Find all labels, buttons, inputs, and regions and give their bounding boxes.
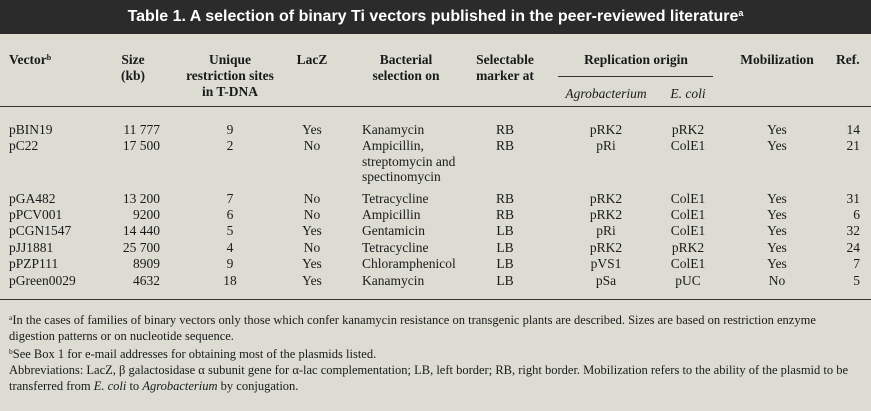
cell-agrobacterium-origin: pSa [595,273,617,288]
cell-selectable-marker: LB [496,223,514,238]
header-replication-origin: Replication origin [584,52,688,67]
cell-size: 25 700 [122,240,160,255]
cell-selectable-marker: LB [496,256,514,271]
cell-ref: 6 [853,207,860,222]
cell-mobilization: Yes [767,138,787,153]
header-restriction-sites: Unique restriction sites in T-DNA [186,52,274,99]
cell-size: 9200 [133,207,160,222]
title-footnote-marker: a [738,8,744,18]
cell-vector: pGreen0029 [9,273,76,288]
header-mobilization: Mobilization [740,52,814,67]
cell-mobilization: Yes [767,207,787,222]
cell-vector: pGA482 [9,191,56,206]
cell-bacterial-selection: Kanamycin [362,273,425,288]
cell-size: 17 500 [122,138,160,153]
footnote-a: $^a$In the cases of families of binary vectors only those which confer kanamycin resistance on transgenic plants are described. Sizes are based on restriction enzyme digestion patterns or on nucleotide sequence. [9,313,816,343]
cell-ref: 14 [846,122,860,137]
cell-mobilization: Yes [767,122,787,137]
cell-ref: 32 [846,223,860,238]
header-bacterial-selection: Bacterial selection on [372,52,440,83]
cell-ref: 5 [853,273,860,288]
cell-vector: pCGN1547 [9,223,72,238]
cell-restriction-sites: 2 [226,138,234,153]
cell-vector: pPCV001 [9,207,63,222]
cell-ref: 7 [853,256,860,271]
cell-agrobacterium-origin: pRK2 [589,207,623,222]
cell-agrobacterium-origin: pRi [596,223,616,238]
cell-size: 14 440 [122,223,160,238]
cell-mobilization: Yes [767,191,787,206]
cell-restriction-sites: 7 [226,191,234,206]
replication-origin-rule [558,76,713,77]
cell-ecoli-origin: pRK2 [671,122,705,137]
header-ref: Ref. [836,52,860,67]
cell-lacz: Yes [302,122,322,137]
cell-selectable-marker: RB [495,207,514,222]
cell-ecoli-origin: ColE1 [670,223,706,238]
header-lacz: LacZ [296,52,328,67]
header-size: Size (kb) [120,52,145,83]
header-agrobacterium: Agrobacterium [565,86,647,101]
cell-bacterial-selection: Ampicillin, streptomycin and spectinomycin [362,138,456,184]
cell-lacz: No [303,240,321,255]
cell-lacz: No [303,191,321,206]
cell-bacterial-selection: Gentamicin [362,223,425,238]
cell-selectable-marker: RB [495,138,514,153]
cell-ecoli-origin: ColE1 [670,138,706,153]
cell-size: 8909 [133,256,160,271]
cell-mobilization: Yes [767,223,787,238]
cell-vector: pBIN19 [9,122,53,137]
cell-bacterial-selection: Tetracycline [362,191,429,206]
cell-restriction-sites: 5 [226,223,234,238]
cell-agrobacterium-origin: pVS1 [590,256,622,271]
cell-selectable-marker: RB [495,191,514,206]
cell-agrobacterium-origin: pRK2 [589,191,623,206]
cell-ref: 21 [846,138,860,153]
cell-lacz: Yes [302,273,322,288]
header-ecoli: E. coli [670,86,706,101]
header-selectable-marker: Selectable marker at [476,52,534,83]
cell-ref: 31 [846,191,860,206]
cell-lacz: Yes [302,223,322,238]
cell-restriction-sites: 6 [226,207,234,222]
cell-ecoli-origin: pRK2 [671,240,705,255]
header-bottom-rule [0,106,871,107]
cell-size: 4632 [133,273,160,288]
cell-selectable-marker: RB [495,122,514,137]
table-title [0,0,871,34]
cell-lacz: No [303,138,321,153]
cell-vector: pC22 [9,138,39,153]
table-bottom-rule [0,299,871,300]
cell-mobilization: Yes [767,256,787,271]
cell-agrobacterium-origin: pRK2 [589,122,623,137]
cell-selectable-marker: LB [496,240,514,255]
cell-mobilization: Yes [767,240,787,255]
cell-restriction-sites: 4 [226,240,234,255]
cell-size: 13 200 [122,191,160,206]
cell-ecoli-origin: ColE1 [670,256,706,271]
cell-bacterial-selection: Ampicillin [362,207,421,222]
cell-lacz: No [303,207,321,222]
cell-agrobacterium-origin: pRi [596,138,616,153]
cell-bacterial-selection: Kanamycin [362,122,425,137]
cell-restriction-sites: 18 [223,273,237,288]
cell-ecoli-origin: pUC [675,273,701,288]
cell-bacterial-selection: Tetracycline [362,240,429,255]
cell-vector: pPZP111 [9,256,59,271]
header-vector: Vector$^b$ [9,52,52,67]
cell-lacz: Yes [302,256,322,271]
cell-restriction-sites: 9 [226,256,234,271]
cell-ecoli-origin: ColE1 [670,191,706,206]
cell-mobilization: No [768,273,786,288]
cell-selectable-marker: LB [496,273,514,288]
cell-ecoli-origin: ColE1 [670,207,706,222]
footnote-abbreviations: Abbreviations: LacZ, β galactosidase α subunit gene for α-lac complementation; LB, left border; RB, right border. Mobilization refers to the ability of the plasmid to be transferred from E. coli to Agrobacterium by conjugation. [9,363,849,393]
table-title-text: Table 1. A selection of binary Ti vectors published in the peer-reviewed literature [127,8,739,25]
cell-size: 11 777 [123,122,160,137]
cell-vector: pJJ1881 [9,240,54,255]
cell-restriction-sites: 9 [226,122,234,137]
cell-agrobacterium-origin: pRK2 [589,240,623,255]
cell-ref: 24 [846,240,860,255]
cell-bacterial-selection: Chloramphenicol [362,256,456,271]
footnote-b: $^b$See Box 1 for e-mail addresses for obtaining most of the plasmids listed. [9,347,377,361]
